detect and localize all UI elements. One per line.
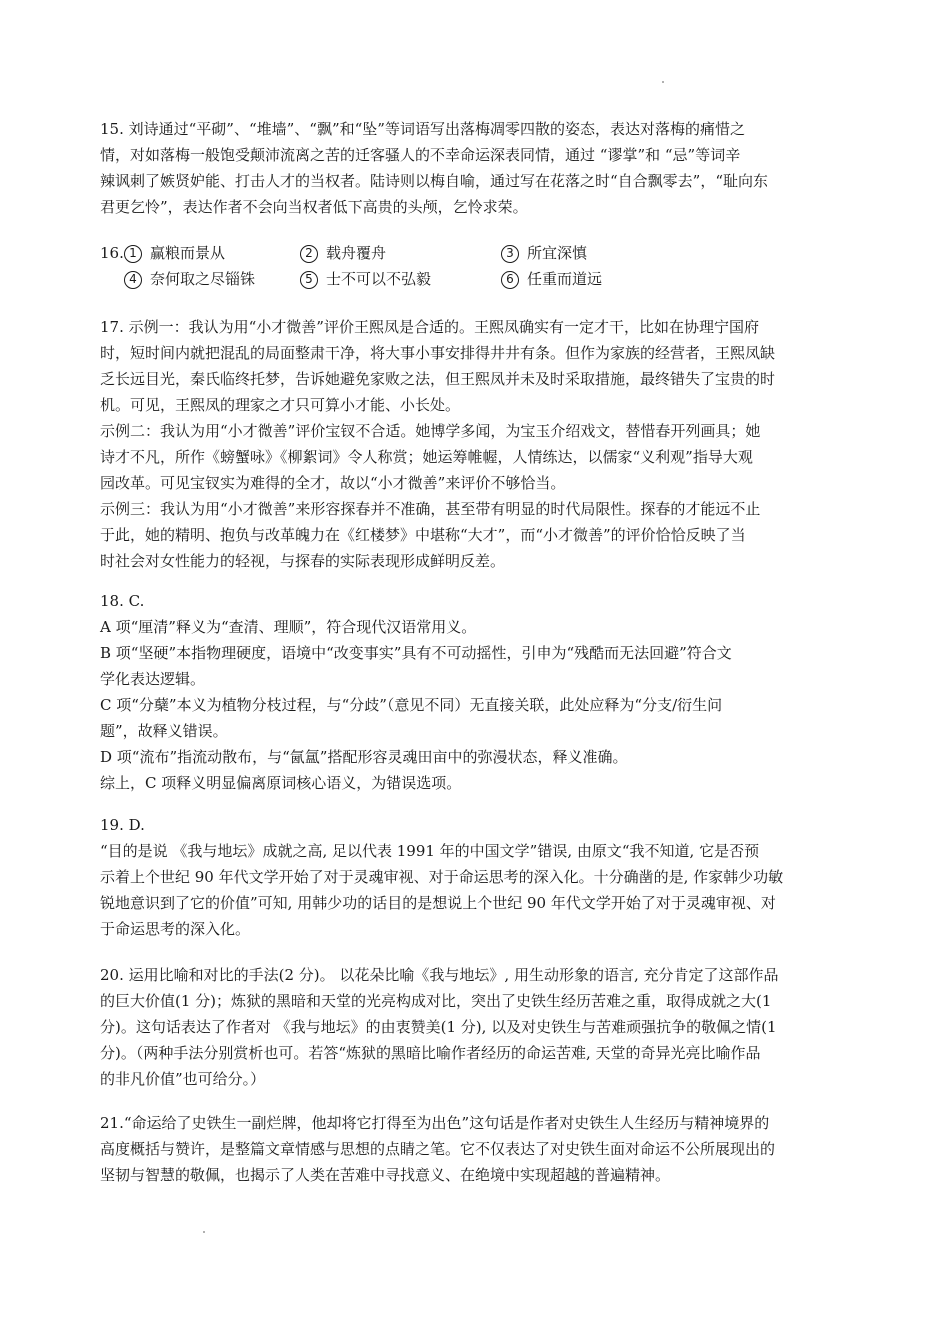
answer-15-line: 辣讽刺了嫉贤妒能、打击人才的当权者。陆诗则以梅自喻，通过写在花落之时“自合飘零去”，“耻向东 <box>100 172 769 190</box>
answer-17-line: 时，短时间内就把混乱的局面整肃干净，将大事小事安排得井井有条。但作为家族的经营者，王熙凤缺 <box>100 344 776 362</box>
answer-20-line: 分)。这句话表达了作者对 《我与地坛》的由衷赞美(1 分), 以及对史铁生与苦难顽强抗争的敬佩之情(1 <box>100 1018 777 1036</box>
answer-19 <box>100 812 852 942</box>
answer-21-line: 坚韧与智慧的敬佩，也揭示了人类在苦难中寻找意义、在绝境中实现超越的普遍精神。 <box>100 1166 671 1184</box>
answer-15-line: 15. 刘诗通过“平砌”、“堆墙”、“飘”和“坠”等词语写出落梅凋零四散的姿态，表达对落梅的痛惜之 <box>100 120 745 138</box>
answer-17-line: 示例三：我认为用“小才微善”来形容探春并不准确，甚至带有明显的时代局限性。探春的才能远不止 <box>100 500 761 518</box>
answer-18 <box>100 588 852 796</box>
answer-19-line: 于命运思考的深入化。 <box>100 920 251 938</box>
answer-18-line: C 项“分蘖”本义为植物分枝过程，与“分歧”（意见不同）无直接关联，此处应释为“分支/衍生问 <box>100 696 723 714</box>
answer-18-line: 18. C. <box>100 592 145 610</box>
answer-16-number: 16. <box>100 244 124 262</box>
answer-16-item-text: 赢粮而景从 <box>150 244 226 262</box>
answer-20-line: 分)。（两种手法分别赏析也可。若答“炼狱的黑暗比喻作者经历的命运苦难, 天堂的奇异光亮比喻作品 <box>100 1044 761 1062</box>
answer-18-line: 学化表达逻辑。 <box>100 670 206 688</box>
answer-17-line: 17. 示例一：我认为用“小才微善”评价王熙凤是合适的。王熙凤确实有一定才干，比如在协理宁国府 <box>100 318 759 336</box>
answer-17-line: 园改革。可见宝钗实为难得的全才，故以“小才微善”来评价不够恰当。 <box>100 474 566 492</box>
answer-16-item-text: 任重而道远 <box>527 270 603 288</box>
answer-20-line: 的巨大价值(1 分)；炼狱的黑暗和天堂的光亮构成对比，突出了史铁生经历苦难之重，取得成就之大(1 <box>100 992 772 1010</box>
answer-16-item-text: 奈何取之尽锱铢 <box>150 270 256 288</box>
answer-16-item <box>501 240 587 266</box>
answer-15 <box>100 116 852 220</box>
answer-18-line: 综上，C 项释义明显偏离原词核心语义，为错误选项。 <box>100 774 462 792</box>
answer-17-line: 于此，她的精明、抱负与改革魄力在《红楼梦》中堪称“大才”，而“小才微善”的评价恰恰反映了当 <box>100 526 746 544</box>
answer-18-line: D 项“流布”指流动散布，与“氤氲”搭配形容灵魂田亩中的弥漫状态，释义准确。 <box>100 748 628 766</box>
answer-17-line: 机。可见，王熙凤的理家之才只可算小才能、小长处。 <box>100 396 461 414</box>
answer-20-line: 20. 运用比喻和对比的手法(2 分)。 以花朵比喻《我与地坛》, 用生动形象的语言, 充分肯定了这部作品 <box>100 966 779 984</box>
answer-16-item-text: 士不可以不弘毅 <box>326 270 432 288</box>
answer-21 <box>100 1110 852 1188</box>
answer-17 <box>100 314 852 574</box>
scan-dot-bottom <box>203 1231 205 1233</box>
answer-17-line: 诗才不凡，所作《螃蟹咏》《柳絮词》令人称赏；她运筹帷幄，人情练达，以儒家“义利观”指导大观 <box>100 448 753 466</box>
answer-18-line: A 项“厘清”释义为“查清、理顺”，符合现代汉语常用义。 <box>100 618 477 636</box>
answer-21-line: 高度概括与赞许，是整篇文章情感与思想的点睛之笔。它不仅表达了对史铁生面对命运不公所展现出的 <box>100 1140 776 1158</box>
answer-17-line: 时社会对女性能力的轻视，与探春的实际表现形成鲜明反差。 <box>100 552 506 570</box>
answer-21-line: 21.“命运给了史铁生一副烂牌，他却将它打得至为出色”这句话是作者对史铁生人生经历与精神境界的 <box>100 1114 770 1132</box>
answer-16-item-text: 所宜深慎 <box>527 244 588 262</box>
answer-16-item <box>124 240 225 266</box>
answer-16-item <box>300 240 386 266</box>
answer-16-item <box>124 266 255 292</box>
answer-19-line: 锐地意识到了它的价值”可知, 用韩少功的话目的是想说上个世纪 90 年代文学开始了对于灵魂审视、对 <box>100 894 776 912</box>
answer-19-line: 示着上个世纪 90 年代文学开始了对于灵魂审视、对于命运思考的深入化。十分确凿的是, 作家韩少功敏 <box>100 868 784 886</box>
circled-number: 4 <box>124 271 142 289</box>
answer-18-line: B 项“坚硬”本指物理硬度，语境中“改变事实”具有不可动摇性，引申为“残酷而无法回避”符合文 <box>100 644 732 662</box>
circled-number: 5 <box>300 271 318 289</box>
answer-18-line: 题”，故释义错误。 <box>100 722 228 740</box>
answer-17-line: 乏长远目光，秦氏临终托梦，告诉她避免家败之法，但王熙凤并未及时采取措施，最终错失了宝贵的时 <box>100 370 776 388</box>
circled-number: 3 <box>501 245 519 263</box>
answer-16-item <box>501 266 602 292</box>
scan-dot-top <box>662 81 664 83</box>
answer-15-line: 君更乞怜”，表达作者不会向当权者低下高贵的头颅，乞怜求荣。 <box>100 198 528 216</box>
answer-19-line: 19. D. <box>100 816 145 834</box>
answer-15-line: 情，对如落梅一般饱受颠沛流离之苦的迁客骚人的不幸命运深表同情，通过 “谬掌”和 “忌”等词辛 <box>100 146 741 164</box>
circled-number: 6 <box>501 271 519 289</box>
circled-number: 2 <box>300 245 318 263</box>
answer-16-item <box>300 266 431 292</box>
answer-16-item-text: 载舟覆舟 <box>326 244 387 262</box>
answer-20 <box>100 962 852 1092</box>
answer-20-line: 的非凡价值”也可给分。） <box>100 1070 266 1088</box>
answer-16 <box>100 240 852 292</box>
answer-17-line: 示例二：我认为用“小才微善”评价宝钗不合适。她博学多闻，为宝玉介绍戏文，替惜春开列画具；她 <box>100 422 761 440</box>
circled-number: 1 <box>124 245 142 263</box>
answer-19-line: “目的是说 《我与地坛》成就之高, 足以代表 1991 年的中国文学”错误, 由原文“我不知道, 它是否预 <box>100 842 760 860</box>
